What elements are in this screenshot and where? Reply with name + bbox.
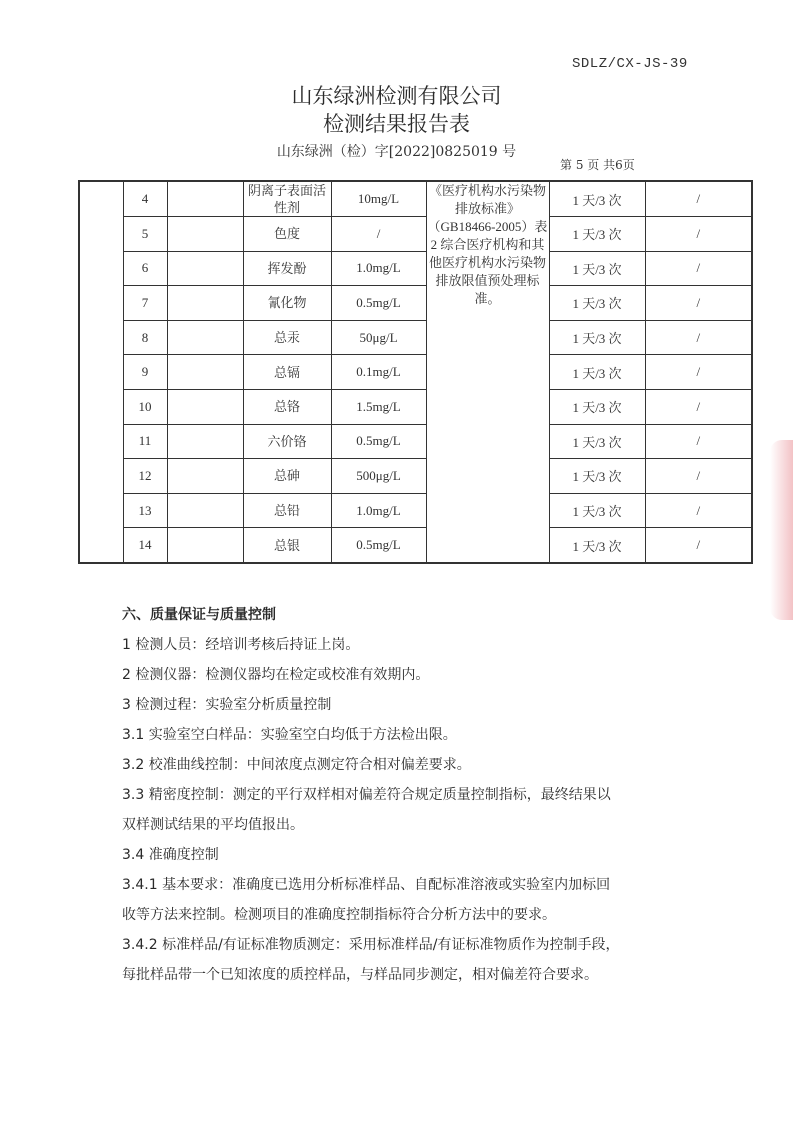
row-number-cell: 10 xyxy=(123,389,167,424)
seal-stamp-fragment xyxy=(770,440,793,620)
blank-cell xyxy=(167,424,243,459)
document-code: SDLZ/CX-JS-39 xyxy=(572,56,688,72)
row-number-cell: 13 xyxy=(123,493,167,528)
row-number-cell: 9 xyxy=(123,355,167,390)
frequency-cell: 1 天/3 次 xyxy=(549,355,645,390)
blank-cell xyxy=(167,493,243,528)
limit-cell: 50μg/L xyxy=(331,320,426,355)
remark-cell: / xyxy=(645,320,752,355)
blank-cell xyxy=(167,355,243,390)
table-row xyxy=(79,355,752,390)
section-line: 1 检测人员：经培训考核后持证上岗。 xyxy=(122,637,360,653)
blank-cell xyxy=(167,528,243,563)
item-name-cell: 色度 xyxy=(243,217,331,252)
remark-cell: / xyxy=(645,424,752,459)
blank-cell xyxy=(167,217,243,252)
blank-cell xyxy=(167,181,243,217)
limit-cell: / xyxy=(331,217,426,252)
frequency-cell: 1 天/3 次 xyxy=(549,320,645,355)
row-number-cell: 14 xyxy=(123,528,167,563)
blank-cell xyxy=(167,286,243,321)
row-number-cell: 12 xyxy=(123,459,167,494)
section-line: 3.2 校准曲线控制：中间浓度点测定符合相对偏差要求。 xyxy=(122,757,471,773)
limit-cell: 1.0mg/L xyxy=(331,251,426,286)
standard-cell: 《医疗机构水污染物排放标准》（GB18466-2005）表 2 综合医疗机构和其他医疗机构水污染物排放限值预处理标准。 xyxy=(426,181,549,563)
frequency-cell: 1 天/3 次 xyxy=(549,528,645,563)
blank-cell xyxy=(167,459,243,494)
row-number-cell: 8 xyxy=(123,320,167,355)
page-number: 第 5 页 共6页 xyxy=(560,158,635,172)
item-name-cell: 挥发酚 xyxy=(243,251,331,286)
remark-cell: / xyxy=(645,217,752,252)
table-row xyxy=(79,181,752,217)
results-table-body xyxy=(79,181,752,563)
section-line: 3.4 准确度控制 xyxy=(122,847,219,863)
row-number-cell: 4 xyxy=(123,181,167,217)
remark-cell: / xyxy=(645,251,752,286)
remark-cell: / xyxy=(645,181,752,217)
row-number-cell: 11 xyxy=(123,424,167,459)
section-heading: 六、质量保证与质量控制 xyxy=(122,607,276,623)
blank-cell xyxy=(167,320,243,355)
limit-cell: 0.1mg/L xyxy=(331,355,426,390)
remark-cell: / xyxy=(645,493,752,528)
limit-cell: 1.5mg/L xyxy=(331,389,426,424)
item-name-cell: 总铅 xyxy=(243,493,331,528)
section-lines xyxy=(122,630,682,990)
item-name-cell: 阴离子表面活性剂 xyxy=(243,181,331,217)
item-name-cell: 氰化物 xyxy=(243,286,331,321)
limit-cell: 0.5mg/L xyxy=(331,424,426,459)
limit-cell: 0.5mg/L xyxy=(331,286,426,321)
table-row xyxy=(79,493,752,528)
table-row xyxy=(79,320,752,355)
section-line: 每批样品带一个已知浓度的质控样品，与样品同步测定，相对偏差符合要求。 xyxy=(122,967,598,983)
row-number-cell: 5 xyxy=(123,217,167,252)
table-row xyxy=(79,286,752,321)
frequency-cell: 1 天/3 次 xyxy=(549,217,645,252)
table-row xyxy=(79,251,752,286)
frequency-cell: 1 天/3 次 xyxy=(549,424,645,459)
remark-cell: / xyxy=(645,286,752,321)
remark-cell: / xyxy=(645,459,752,494)
item-name-cell: 总铬 xyxy=(243,389,331,424)
report-title: 检测结果报告表 xyxy=(323,112,470,136)
item-name-cell: 总汞 xyxy=(243,320,331,355)
section-line: 3 检测过程：实验室分析质量控制 xyxy=(122,697,332,713)
limit-cell: 10mg/L xyxy=(331,181,426,217)
frequency-cell: 1 天/3 次 xyxy=(549,251,645,286)
remark-cell: / xyxy=(645,355,752,390)
quality-control-section xyxy=(122,600,682,990)
table-row xyxy=(79,424,752,459)
remark-cell: / xyxy=(645,389,752,424)
section-line: 3.1 实验室空白样品：实验室空白均低于方法检出限。 xyxy=(122,727,457,743)
remark-cell: / xyxy=(645,528,752,563)
frequency-cell: 1 天/3 次 xyxy=(549,389,645,424)
blank-column-cell xyxy=(79,181,123,563)
results-table xyxy=(78,180,753,564)
section-line: 2 检测仪器：检测仪器均在检定或校准有效期内。 xyxy=(122,667,430,683)
item-name-cell: 总砷 xyxy=(243,459,331,494)
table-row xyxy=(79,459,752,494)
row-number-cell: 7 xyxy=(123,286,167,321)
row-number-cell: 6 xyxy=(123,251,167,286)
section-line: 收等方法来控制。检测项目的准确度控制指标符合分析方法中的要求。 xyxy=(122,907,556,923)
item-name-cell: 总银 xyxy=(243,528,331,563)
limit-cell: 0.5mg/L xyxy=(331,528,426,563)
frequency-cell: 1 天/3 次 xyxy=(549,181,645,217)
frequency-cell: 1 天/3 次 xyxy=(549,459,645,494)
section-line: 3.3 精密度控制：测定的平行双样相对偏差符合规定质量控制指标，最终结果以 xyxy=(122,787,611,803)
table-row xyxy=(79,217,752,252)
section-line: 3.4.2 标准样品/有证标准物质测定：采用标准样品/有证标准物质作为控制手段， xyxy=(122,937,620,953)
item-name-cell: 六价铬 xyxy=(243,424,331,459)
item-name-cell: 总镉 xyxy=(243,355,331,390)
frequency-cell: 1 天/3 次 xyxy=(549,493,645,528)
limit-cell: 500μg/L xyxy=(331,459,426,494)
section-line: 双样测试结果的平均值报出。 xyxy=(122,817,304,833)
report-number: 山东绿洲（检）字[2022]0825019 号 xyxy=(276,144,517,160)
frequency-cell: 1 天/3 次 xyxy=(549,286,645,321)
table-row xyxy=(79,389,752,424)
table-row xyxy=(79,528,752,563)
company-name: 山东绿洲检测有限公司 xyxy=(291,84,502,108)
section-line: 3.4.1 基本要求：准确度已选用分析标准样品、自配标准溶液或实验室内加标回 xyxy=(122,877,611,893)
blank-cell xyxy=(167,251,243,286)
limit-cell: 1.0mg/L xyxy=(331,493,426,528)
blank-cell xyxy=(167,389,243,424)
